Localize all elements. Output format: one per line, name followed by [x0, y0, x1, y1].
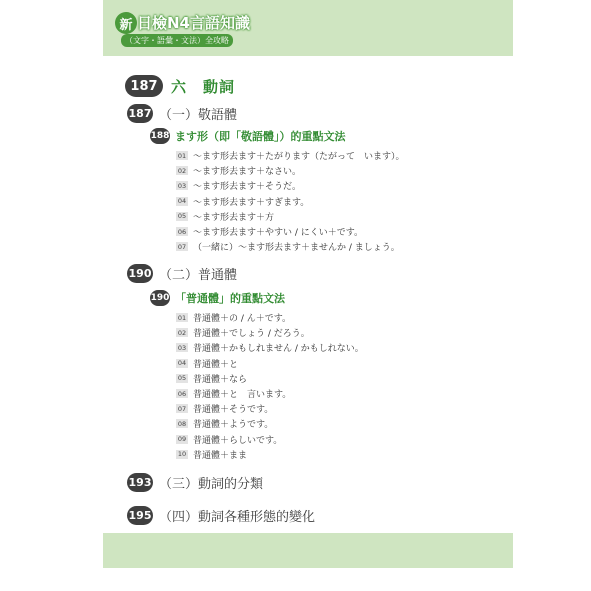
item-text: 普通體＋そうです。 — [193, 405, 274, 416]
page-sheet — [103, 0, 513, 591]
chapter-title: 六 動詞 — [171, 77, 236, 96]
list-item — [176, 224, 405, 239]
page-number-badge: 187 — [127, 104, 153, 123]
subsection-heading — [150, 290, 285, 306]
section-heading — [127, 506, 315, 525]
list-item — [176, 447, 364, 462]
grammar-list — [176, 310, 364, 462]
item-number: 05 — [177, 212, 187, 221]
item-text: 普通體＋なら — [193, 374, 248, 385]
item-text: 普通體＋の / ん＋です。 — [193, 314, 292, 325]
page-number-badge: 195 — [127, 506, 153, 525]
item-text: 普通體＋らしいです。 — [193, 435, 283, 446]
item-text: 普通體＋と 言います。 — [193, 390, 292, 401]
item-text: ～ます形去ます＋方 — [193, 212, 275, 223]
item-number: 02 — [177, 328, 187, 337]
list-item — [176, 239, 405, 254]
item-text: 普通體＋でしょう / だろう。 — [193, 329, 310, 340]
logo-title: 日檢N4言語知識 — [137, 14, 250, 32]
item-number: 03 — [177, 181, 187, 190]
item-number: 01 — [177, 151, 187, 160]
section-title: （四）動詞各種形態的變化 — [159, 510, 316, 525]
list-item — [176, 340, 364, 355]
list-item — [176, 194, 405, 209]
grammar-list — [176, 148, 405, 254]
list-item — [176, 163, 405, 178]
page-number-badge: 190 — [150, 290, 170, 306]
list-item — [176, 209, 405, 224]
item-number: 10 — [177, 450, 187, 459]
item-number: 02 — [177, 166, 187, 175]
item-number: 06 — [177, 389, 187, 398]
item-number: 01 — [177, 313, 187, 322]
item-text: 普通體＋ようです。 — [193, 420, 274, 431]
item-number: 04 — [177, 197, 187, 206]
item-text: 普通體＋と — [193, 359, 239, 370]
item-text: （一緒に）～ます形去ます＋ませんか / ましょう。 — [193, 243, 400, 254]
list-item — [176, 371, 364, 386]
list-item — [176, 310, 364, 325]
list-item — [176, 325, 364, 340]
logo-subtitle: （文字・語彙・文法）全攻略 — [121, 34, 233, 47]
item-number: 09 — [177, 435, 187, 444]
list-item — [176, 416, 364, 431]
footer-band — [103, 533, 513, 568]
item-number: 03 — [177, 343, 187, 352]
list-item — [176, 178, 405, 193]
item-number: 08 — [177, 419, 187, 428]
item-text: ～ます形去ます＋そうだ。 — [193, 182, 302, 193]
page-number-badge: 190 — [127, 264, 153, 283]
item-number: 05 — [177, 374, 187, 383]
item-text: ～ます形去ます＋やすい / にくい＋です。 — [193, 228, 364, 239]
item-text: ～ます形去ます＋すぎます。 — [193, 197, 310, 208]
list-item — [176, 148, 405, 163]
item-number: 06 — [177, 227, 187, 236]
subsection-heading — [150, 128, 346, 144]
list-item — [176, 432, 364, 447]
page-number-badge: 187 — [125, 75, 163, 97]
chapter-heading — [125, 75, 235, 97]
header-band — [103, 0, 513, 56]
item-text: 普通體＋まま — [193, 450, 248, 461]
section-heading — [127, 473, 263, 492]
item-text: ～ます形去ます＋たがります（たがって います）。 — [193, 152, 405, 163]
section-title: （二）普通體 — [159, 268, 238, 283]
list-item — [176, 356, 364, 371]
list-item — [176, 401, 364, 416]
section-title: （三）動詞的分類 — [159, 477, 264, 492]
item-number: 04 — [177, 359, 187, 368]
section-title: （一）敬語體 — [159, 108, 238, 123]
book-logo — [115, 10, 255, 52]
page-number-badge: 193 — [127, 473, 153, 492]
logo-badge: 新 — [115, 12, 137, 34]
item-number: 07 — [177, 242, 187, 251]
section-heading — [127, 264, 237, 283]
item-number: 07 — [177, 404, 187, 413]
item-text: 普通體＋かもしれません / かもしれない。 — [193, 344, 364, 355]
page-number-badge: 188 — [150, 128, 170, 144]
item-text: ～ます形去ます＋なさい。 — [193, 167, 302, 178]
list-item — [176, 386, 364, 401]
subsection-title: 「普通體」的重點文法 — [175, 292, 285, 305]
section-heading — [127, 104, 237, 123]
subsection-title: ます形（即「敬語體」）的重點文法 — [175, 130, 346, 143]
